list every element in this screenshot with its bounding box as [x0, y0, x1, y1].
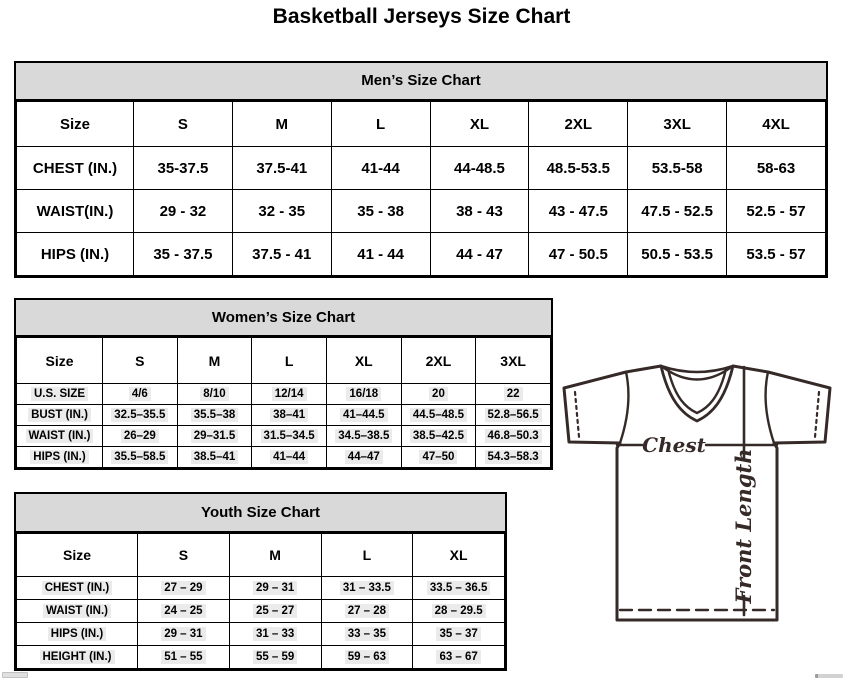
- column-header: Size: [17, 534, 138, 577]
- table-header-row: [17, 534, 505, 577]
- table-cell: 29–31.5: [177, 426, 252, 447]
- table-cell: 20: [401, 384, 476, 405]
- column-header: XL: [326, 338, 401, 384]
- table-cell: 52.5 - 57: [727, 190, 826, 233]
- chest-label: Chest: [642, 433, 706, 457]
- table-cell: 4/6: [103, 384, 178, 405]
- youth-size-table: [16, 533, 505, 669]
- table-cell: 41–44: [252, 447, 327, 468]
- table-cell: 44 - 47: [430, 233, 529, 276]
- column-header: 3XL: [476, 338, 551, 384]
- table-cell: 41–44.5: [326, 405, 401, 426]
- table-row: [17, 623, 505, 646]
- table-row: [17, 405, 551, 426]
- table-row: [17, 384, 551, 405]
- column-header: L: [331, 102, 430, 147]
- table-cell: 63 – 67: [413, 646, 505, 669]
- column-header: L: [321, 534, 413, 577]
- row-label: WAIST (IN.): [17, 600, 138, 623]
- table-cell: 52.8–56.5: [476, 405, 551, 426]
- row-label: CHEST (IN.): [17, 147, 134, 190]
- column-header: M: [177, 338, 252, 384]
- table-row: [17, 447, 551, 468]
- mens-size-table: [16, 101, 826, 276]
- row-label: HIPS (IN.): [17, 233, 134, 276]
- row-label: BUST (IN.): [17, 405, 103, 426]
- table-cell: 37.5-41: [232, 147, 331, 190]
- table-cell: 58-63: [727, 147, 826, 190]
- table-cell: 29 - 32: [134, 190, 233, 233]
- table-header-row: [17, 338, 551, 384]
- table-cell: 24 – 25: [138, 600, 230, 623]
- table-cell: 41 - 44: [331, 233, 430, 276]
- table-row: [17, 426, 551, 447]
- table-cell: 35 – 37: [413, 623, 505, 646]
- column-header: M: [229, 534, 321, 577]
- table-cell: 48.5-53.5: [529, 147, 628, 190]
- table-cell: 59 – 63: [321, 646, 413, 669]
- table-row: [17, 233, 826, 276]
- table-row: [17, 600, 505, 623]
- table-cell: 44–47: [326, 447, 401, 468]
- table-cell: 47–50: [401, 447, 476, 468]
- table-cell: 35-37.5: [134, 147, 233, 190]
- table-row: [17, 577, 505, 600]
- mens-size-chart-table: [14, 61, 828, 278]
- table-cell: 29 – 31: [138, 623, 230, 646]
- row-label: WAIST(IN.): [17, 190, 134, 233]
- jersey-measurement-diagram-icon: [554, 358, 843, 632]
- table-cell: 38 - 43: [430, 190, 529, 233]
- table-cell: 35 - 37.5: [134, 233, 233, 276]
- table-header-row: [17, 102, 826, 147]
- left-sleeve-stitch-line: [575, 392, 579, 437]
- table-cell: 25 – 27: [229, 600, 321, 623]
- womens-size-chart-heading: Women’s Size Chart: [16, 300, 551, 337]
- table-cell: 55 – 59: [229, 646, 321, 669]
- table-cell: 31 – 33.5: [321, 577, 413, 600]
- jersey-outline: [564, 366, 830, 620]
- youth-size-chart-heading: Youth Size Chart: [16, 494, 505, 533]
- table-cell: 41-44: [331, 147, 430, 190]
- table-cell: 33 – 35: [321, 623, 413, 646]
- column-header: 2XL: [529, 102, 628, 147]
- column-header: XL: [430, 102, 529, 147]
- row-label: HEIGHT (IN.): [17, 646, 138, 669]
- table-cell: 35.5–58.5: [103, 447, 178, 468]
- table-cell: 37.5 - 41: [232, 233, 331, 276]
- column-header: L: [252, 338, 327, 384]
- table-cell: 50.5 - 53.5: [628, 233, 727, 276]
- table-cell: 34.5–38.5: [326, 426, 401, 447]
- column-header: S: [138, 534, 230, 577]
- table-cell: 35.5–38: [177, 405, 252, 426]
- table-cell: 47.5 - 52.5: [628, 190, 727, 233]
- table-cell: 44-48.5: [430, 147, 529, 190]
- left-armhole-seam: [620, 372, 628, 443]
- column-header: M: [232, 102, 331, 147]
- table-cell: 53.5-58: [628, 147, 727, 190]
- table-cell: 38.5–41: [177, 447, 252, 468]
- table-cell: 8/10: [177, 384, 252, 405]
- womens-size-chart-table: [14, 298, 553, 470]
- table-cell: 31.5–34.5: [252, 426, 327, 447]
- table-row: [17, 147, 826, 190]
- right-armhole-seam: [766, 372, 774, 443]
- column-header: 3XL: [628, 102, 727, 147]
- table-cell: 43 - 47.5: [529, 190, 628, 233]
- table-cell: 31 – 33: [229, 623, 321, 646]
- column-header: Size: [17, 338, 103, 384]
- table-cell: 29 – 31: [229, 577, 321, 600]
- column-header: S: [103, 338, 178, 384]
- row-label: HIPS (IN.): [17, 623, 138, 646]
- table-cell: 12/14: [252, 384, 327, 405]
- table-cell: 27 – 28: [321, 600, 413, 623]
- youth-size-chart-table: [14, 492, 507, 671]
- column-header: 4XL: [727, 102, 826, 147]
- table-cell: 44.5–48.5: [401, 405, 476, 426]
- row-label: WAIST (IN.): [17, 426, 103, 447]
- table-cell: 26–29: [103, 426, 178, 447]
- table-cell: 22: [476, 384, 551, 405]
- collar-back-arc: [661, 366, 733, 372]
- table-cell: 27 – 29: [138, 577, 230, 600]
- mens-size-chart-heading: Men’s Size Chart: [16, 63, 826, 101]
- column-header: XL: [413, 534, 505, 577]
- row-label: HIPS (IN.): [17, 447, 103, 468]
- table-cell: 51 – 55: [138, 646, 230, 669]
- table-cell: 32.5–35.5: [103, 405, 178, 426]
- table-row: [17, 646, 505, 669]
- front-length-label: Front Length: [731, 448, 756, 604]
- table-cell: 38–41: [252, 405, 327, 426]
- row-label: CHEST (IN.): [17, 577, 138, 600]
- table-row: [17, 190, 826, 233]
- horizontal-scrollbar-thumb[interactable]: [2, 672, 28, 678]
- column-header: S: [134, 102, 233, 147]
- column-header: Size: [17, 102, 134, 147]
- table-cell: 47 - 50.5: [529, 233, 628, 276]
- table-cell: 28 – 29.5: [413, 600, 505, 623]
- horizontal-scrollbar-fragment[interactable]: [815, 674, 843, 678]
- table-cell: 53.5 - 57: [727, 233, 826, 276]
- womens-size-table: [16, 337, 551, 468]
- table-cell: 33.5 – 36.5: [413, 577, 505, 600]
- column-header: 2XL: [401, 338, 476, 384]
- right-sleeve-stitch-line: [815, 392, 819, 437]
- table-cell: 16/18: [326, 384, 401, 405]
- table-cell: 32 - 35: [232, 190, 331, 233]
- row-label: U.S. SIZE: [17, 384, 103, 405]
- table-cell: 46.8–50.3: [476, 426, 551, 447]
- table-cell: 38.5–42.5: [401, 426, 476, 447]
- table-cell: 54.3–58.3: [476, 447, 551, 468]
- page-title: Basketball Jerseys Size Chart: [272, 5, 571, 28]
- table-cell: 35 - 38: [331, 190, 430, 233]
